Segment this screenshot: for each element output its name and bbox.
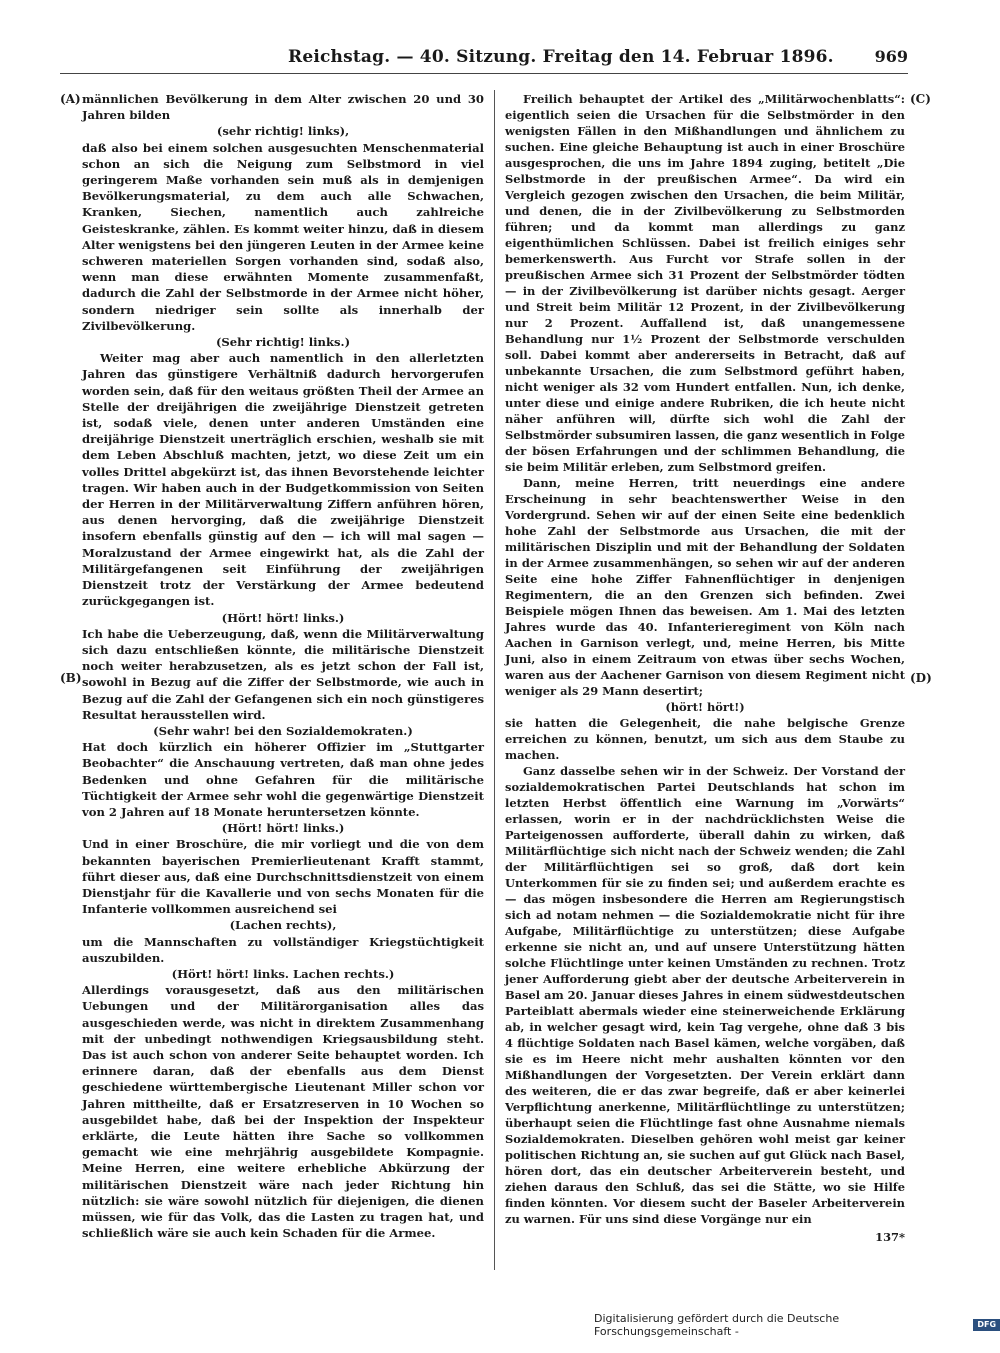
paragraph: daß also bei einem solchen ausgesuchten Menschenmaterial schon an sich die Neigung zum Selbstmord in viel geringerem Maße vorhanden sein muß als in demjenigen Bevölkerungsmaterial, zu dem auch alle Schwachen, Kranken, Siechen, namentlich auch zahlreiche Geisteskranke, zählen. Es kommt weiter hinzu, daß in diesem Alter wenigstens bei den jüngeren Leuten in der Armee keine schweren materiellen Sorgen vorhanden sind, sodaß also, wenn man diese erwähnten Momente zusammenfaßt, dadurch die Zahl der Selbstmorde in der Armee nicht höher, sondern niedriger sein sollte als innerhalb der Zivilbevölkerung. — [82, 140, 484, 333]
paragraph: sie hatten die Gelegenheit, die nahe belgische Grenze erreichen zu können, benutzt, um sich aus dem Staube zu machen. — [505, 716, 905, 762]
interjection: (Lachen rechts), — [229, 918, 337, 933]
interjection: (Hört! hört! links.) — [221, 821, 345, 836]
footer-credit: Digitalisierung gefördert durch die Deutsche Forschungsgemeinschaft - — [594, 1312, 840, 1338]
interjection: (Hört! hört! links. Lachen rechts.) — [171, 966, 395, 981]
header-rule — [60, 73, 908, 74]
column-divider — [494, 90, 495, 1270]
paragraph: männlichen Bevölkerung in dem Alter zwischen 20 und 30 Jahren bilden — [82, 92, 484, 123]
interjection: (Sehr richtig! links.) — [215, 335, 351, 350]
paragraph: Ich habe die Ueberzeugung, daß, wenn die Militärverwaltung sich dazu entschließen könnte, die militärische Dienstzeit noch weiter herabzusetzen, als es jetzt schon der Fall ist, sowohl in Bezug auf die Ziffer der Selbstmorde, wie auch in Bezug auf die Zahl der Gefangenen sich ein noch günstigeres Resultat herausstellen wird. — [82, 626, 484, 722]
paragraph: um die Mannschaften zu vollständiger Kriegstüchtigkeit auszubilden. — [82, 934, 484, 965]
page-number: 969 — [874, 47, 908, 66]
paragraph: Allerdings vorausgesetzt, daß aus den militärischen Uebungen und der Militärorganisation alles das ausgeschieden werde, was nicht in direktem Zusammenhang mit der unbedingt nothwendigen Kriegsausbildung steht. Das ist auch schon von anderer Seite behauptet worden. Ich erinnere daran, daß der ebenfalls aus dem Dienst geschiedene württembergische Lieutenant Miller schon vor Jahren mittheilte, daß er Ersatzreserven in 10 Wochen so ausgebildet habe, daß bei der Inspektion der Inspekteur erklärte, die Leute hätten ihre Sache so vollkommen gemacht wie eine mehrjährig ausgebildete Kompagnie. Meine Herren, eine weitere erhebliche Abkürzung der militärischen Dienstzeit wäre nach jeder Richtung hin nützlich: sie wäre sowohl nützlich für diejenigen, die dienen müssen, wie für das Volk, das die Lasten zu tragen hat, und schließlich wäre sie auch kein Schaden für die Armee. — [82, 983, 484, 1241]
interjection: (hört! hört!) — [665, 700, 745, 714]
paragraph: Und in einer Broschüre, die mir vorliegt und die von dem bekannten bayerischen Premierlieutenant Krafft stammt, führt dieser aus, daß eine Durchschnittsdienstzeit von einem Dienstjahr für die Kavallerie und von sechs Monaten für die Infanterie vollkommen ausreichend sei — [82, 837, 484, 917]
margin-marker-c: (C) — [910, 92, 931, 106]
paragraph: Weiter mag aber auch namentlich in den allerletzten Jahren das günstigere Verhältniß dadurch hervorgerufen worden sein, daß für den weitaus größten Theil der Armee an Stelle der dreijährigen die zweijährige Dienstzeit getreten ist, sodaß viele, denen unter anderen Umständen eine dreijährige Dienstzeit unerträglich erschien, weshalb sie mit dem Leben Abschluß machten, jetzt, wo diese Zeit um ein volles Drittel abgekürzt ist, das ihnen Bevorstehende leichter tragen. Wir haben auch in der Budgetkommission von Seiten der Herren in der Militärverwaltung Ziffern anführen hören, aus denen hervorging, daß die zweijährige Dienstzeit insofern ebenfalls günstig auf den — ich will mal sagen — Moralzustand der Armee eingewirkt hat, als die Zahl der Militärgefangenen seit Einführung der zweijährigen Dienstzeit trotz der Verstärkung der Armee bedeutend zurückgegangen ist. — [82, 351, 484, 609]
running-header — [60, 47, 908, 75]
interjection: (Sehr wahr! bei den Sozialdemokraten.) — [153, 723, 413, 738]
paragraph: Freilich behauptet der Artikel des „Militärwochenblatts“: eigentlich seien die Ursachen für die Selbstmörder in den wenigsten Fällen in den Mißhandlungen und ähnlichem zu suchen. Eine gleiche Behauptung ist auch in einer Broschüre ausgesprochen, die uns im Jahre 1894 zuging, betitelt „Die Selbstmorde in der preußischen Armee“. Da wird ein Vergleich gezogen zwischen den Ursachen, die beim Militär, und denen, die in der Zivilbevölkerung zu Selbstmorden führen; und da kommt man allerdings zu ganz eigenthümlichen Schlüssen. Dabei ist freilich einiges sehr bemerkenswerth. Aus Furcht vor Strafe sollen in der preußischen Armee sich 31 Prozent der Selbstmörder tödten — in der Zivilbevölkerung ist darüber nichts gesagt. Aerger und Streit beim Militär 12 Prozent, in der Zivilbevölkerung nur 2 Prozent. Auffallend ist, daß unangemessene Behandlung nur 1½ Prozent der Selbstmorde verschulden soll. Dabei kommt aber andererseits in Betracht, daß auf unbekannte Ursachen, die zum Selbstmord geführt haben, nicht weniger als 32 vom Hundert entfallen. Nun, ich denke, unter diese und einige andere Rubriken, die ich heute nicht näher anführen will, dürfte sich wohl die Zahl der Selbstmörder subsumiren lassen, die ganz wesentlich in Folge der bösen Erfahrungen und der schlimmen Behandlung, die sie beim Militär erleben, zum Selbstmord greifen. — [505, 92, 905, 474]
paragraph: Hat doch kürzlich ein höherer Offizier im „Stuttgarter Beobachter“ die Anschauung vertreten, daß man ohne jedes Bedenken und ohne Gefahren für die militärische Tüchtigkeit der Armee sehr wohl die gegenwärtige Dienstzeit von 2 Jahren auf 18 Monate heruntersetzen könnte. — [82, 740, 484, 819]
interjection: (Hört! hört! links.) — [221, 610, 345, 625]
sheet-signature: 137* — [875, 1230, 905, 1244]
dfg-logo: DFG — [973, 1319, 1000, 1331]
right-column — [505, 91, 905, 1245]
margin-marker-d: (D) — [910, 671, 932, 685]
margin-marker-b: (B) — [60, 671, 82, 685]
interjection: (sehr richtig! links), — [216, 124, 350, 139]
paragraph: Dann, meine Herren, tritt neuerdings eine andere Erscheinung in sehr beachtenswerther Weise in den Vordergrund. Sehen wir auf der einen Seite eine bedenklich hohe Zahl der Selbstmorde aus Ursachen, die mit der militärischen Disziplin und mit der Behandlung der Soldaten in der Armee zusammenhängen, so sehen wir auf der anderen Seite eine hohe Ziffer Fahnenflüchtiger in denjenigen Regimentern, die an den Grenzen sich befinden. Zwei Beispiele mögen Ihnen das beweisen. Am 1. Mai des letzten Jahres wurde das 40. Infanterieregiment von Köln nach Aachen in Garnison verlegt, und, meine Herren, bis Mitte Juni, also in einem Zeitraum von etwas über sechs Wochen, waren aus der Aachener Garnison von diesem Regiment nicht weniger als 29 Mann desertirt; — [505, 476, 905, 698]
footer — [594, 1312, 1000, 1338]
left-column — [82, 91, 484, 1241]
paragraph: Ganz dasselbe sehen wir in der Schweiz. Der Vorstand der sozialdemokratischen Partei Deutschlands hat schon im letzten Herbst öffentlich eine Warnung im „Vorwärts“ erlassen, worin er in der nachdrücklichsten Weise die Parteigenossen aufforderte, überall dahin zu wirken, daß Militärflüchtige sich nicht nach der Schweiz wenden; die Zahl der Militärflüchtigen sei so groß, daß dort kein Unterkommen für sie zu finden sei; und außerdem erachte es — das mögen insbesondere die Herren am Regierungstisch sich ad notam nehmen — die Sozialdemokratie nicht für ihre Aufgabe, Militärflüchtige zu unterstützen; diese Aufgabe erkenne sie nicht an, und auf unsere Unterstützung hätten solche Flüchtlinge unter keinen Umständen zu rechnen. Trotz jener Aufforderung giebt aber der deutsche Arbeiterverein in Basel am 20. Januar dieses Jahres in einem südwestdeutschen Parteiblatt abermals wieder eine steinerweichende Erklärung ab, in welcher gesagt wird, kein Tag vergehe, ohne daß 3 bis 4 flüchtige Soldaten nach Basel kämen, welche vorgäben, daß sie es im Heere nicht mehr aushalten könnten vor den Mißhandlungen der Vorgesetzten. Der Verein erklärt dann des weiteren, die er das zwar begreife, daß er aber keinerlei Verpflichtung anerkenne, Militärflüchtlinge zu unterstützen; überhaupt seien die Flüchtlinge fast ohne Ausnahme niemals Sozialdemokraten. Dieselben gehören wohl meist gar keiner politischen Richtung an, sie suchen auf gut Glück nach Basel, hören dort, das ein deutscher Arbeiterverein besteht, und ziehen daraus den Schluß, das sei die Stätte, wo sie Hilfe finden könnten. Vor diesem sucht der Baseler Arbeiterverein zu warnen. Für uns sind diese Vorgänge nur ein — [505, 764, 905, 1226]
margin-marker-a: (A) — [60, 92, 81, 106]
header-title: Reichstag. — 40. Sitzung. Freitag den 14. Februar 1896. — [288, 47, 834, 67]
